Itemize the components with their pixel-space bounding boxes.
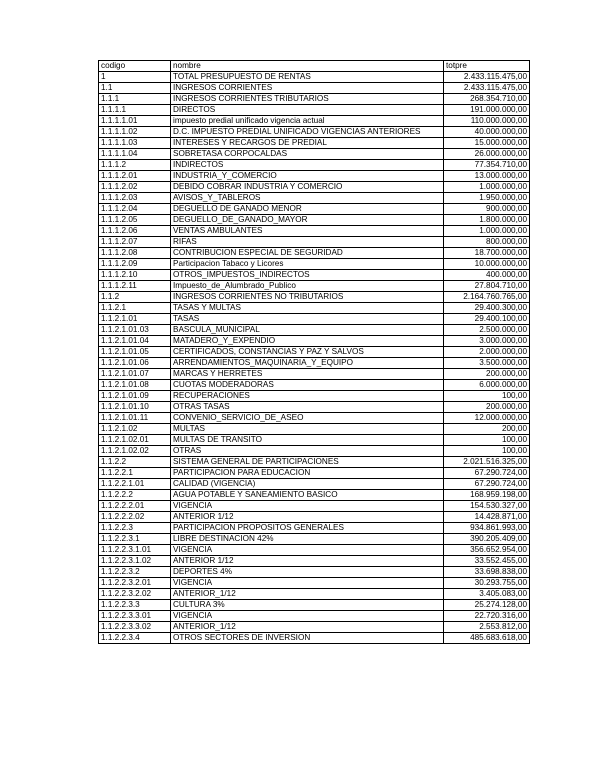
cell-codigo: 1.1.1.2.07: [99, 237, 171, 248]
cell-totpre: 1.800.000,00: [444, 215, 530, 226]
table-row: [99, 501, 530, 512]
cell-nombre: MARCAS Y HERRETES: [171, 369, 444, 380]
cell-nombre: CONVENIO_SERVICIO_DE_ASEO: [171, 413, 444, 424]
cell-totpre: 25.274.128,00: [444, 600, 530, 611]
table-row: [99, 105, 530, 116]
cell-totpre: 3.000.000,00: [444, 336, 530, 347]
cell-totpre: 67.290.724,00: [444, 468, 530, 479]
cell-codigo: 1.1.2.1.01.09: [99, 391, 171, 402]
cell-codigo: 1.1.2.2.1: [99, 468, 171, 479]
table-row: [99, 149, 530, 160]
cell-codigo: 1.1.2.2.3.3.02: [99, 622, 171, 633]
cell-codigo: 1.1.1.2.03: [99, 193, 171, 204]
table-row: [99, 490, 530, 501]
cell-nombre: Participacion Tabaco y Licores: [171, 259, 444, 270]
cell-codigo: 1.1.1.1.03: [99, 138, 171, 149]
cell-totpre: 33.552.455,00: [444, 556, 530, 567]
cell-nombre: ARRENDAMIENTOS_MAQUINARIA_Y_EQUIPO: [171, 358, 444, 369]
table-row: [99, 215, 530, 226]
budget-table-body: [99, 61, 530, 644]
table-row: [99, 534, 530, 545]
table-row: [99, 292, 530, 303]
cell-totpre: 1.000.000,00: [444, 226, 530, 237]
table-row: [99, 633, 530, 644]
cell-totpre: 2.500.000,00: [444, 325, 530, 336]
cell-codigo: 1.1.1.2.08: [99, 248, 171, 259]
cell-nombre: DEGUELLO_DE_GANADO_MAYOR: [171, 215, 444, 226]
cell-nombre: Impuesto_de_Alumbrado_Publico: [171, 281, 444, 292]
cell-nombre: CERTIFICADOS, CONSTANCIAS Y PAZ Y SALVOS: [171, 347, 444, 358]
cell-totpre: 26.000.000,00: [444, 149, 530, 160]
table-row: [99, 589, 530, 600]
cell-nombre: D.C. IMPUESTO PREDIAL UNIFICADO VIGENCIAS ANTERIORES: [171, 127, 444, 138]
table-row: [99, 479, 530, 490]
cell-codigo: 1.1.2.2.3.1.02: [99, 556, 171, 567]
cell-totpre: 67.290.724,00: [444, 479, 530, 490]
cell-nombre: TOTAL PRESUPUESTO DE RENTAS: [171, 72, 444, 83]
cell-totpre: 33.698.838,00: [444, 567, 530, 578]
cell-codigo: 1.1.1.2.10: [99, 270, 171, 281]
table-row: [99, 424, 530, 435]
cell-codigo: 1.1.2.1.02.01: [99, 435, 171, 446]
cell-nombre: DEPORTES 4%: [171, 567, 444, 578]
cell-nombre: DEBIDO COBRAR INDUSTRIA Y COMERCIO: [171, 182, 444, 193]
cell-totpre: 356.652.954,00: [444, 545, 530, 556]
cell-codigo: 1.1.2.2.3.2.01: [99, 578, 171, 589]
cell-totpre: 268.354.710,00: [444, 94, 530, 105]
table-row: [99, 545, 530, 556]
cell-totpre: 100,00: [444, 435, 530, 446]
cell-codigo: 1.1.2.1.01.07: [99, 369, 171, 380]
cell-codigo: 1.1.1.1.04: [99, 149, 171, 160]
cell-codigo: 1.1.2.2.2: [99, 490, 171, 501]
cell-nombre: INGRESOS CORRIENTES TRIBUTARIOS: [171, 94, 444, 105]
cell-nombre: MATADERO_Y_EXPENDIO: [171, 336, 444, 347]
cell-codigo: 1.1.1.2.04: [99, 204, 171, 215]
cell-codigo: 1.1.2.2.1.01: [99, 479, 171, 490]
cell-codigo: 1.1.1.1: [99, 105, 171, 116]
cell-codigo: 1.1.2.2.3: [99, 523, 171, 534]
cell-nombre: DIRECTOS: [171, 105, 444, 116]
cell-totpre: 10.000.000,00: [444, 259, 530, 270]
budget-table: [98, 60, 530, 644]
cell-totpre: 2.433.115.475,00: [444, 72, 530, 83]
table-row: [99, 468, 530, 479]
table-row: [99, 270, 530, 281]
table-row: [99, 435, 530, 446]
cell-totpre: 14.428.871,00: [444, 512, 530, 523]
table-row: [99, 314, 530, 325]
cell-codigo: 1.1.2: [99, 292, 171, 303]
cell-codigo: 1.1.2.2.3.1.01: [99, 545, 171, 556]
table-row: [99, 94, 530, 105]
cell-codigo: 1.1.1.1.01: [99, 116, 171, 127]
cell-codigo: 1.1.2.2.3.3: [99, 600, 171, 611]
cell-totpre: 13.000.000,00: [444, 171, 530, 182]
cell-nombre: OTROS SECTORES DE INVERSION: [171, 633, 444, 644]
table-row: [99, 226, 530, 237]
cell-totpre: 27.804.710,00: [444, 281, 530, 292]
cell-totpre: 900.000,00: [444, 204, 530, 215]
cell-totpre: 2.021.516.325,00: [444, 457, 530, 468]
cell-nombre: INDUSTRIA_Y_COMERCIO: [171, 171, 444, 182]
cell-codigo: 1.1.1.2.09: [99, 259, 171, 270]
cell-codigo: 1.1.2.2.3.4: [99, 633, 171, 644]
table-row: [99, 72, 530, 83]
cell-nombre: VIGENCIA: [171, 545, 444, 556]
cell-nombre: INGRESOS CORRIENTES NO TRIBUTARIOS: [171, 292, 444, 303]
table-row: [99, 171, 530, 182]
header-codigo: codigo: [99, 61, 171, 72]
cell-codigo: 1.1.2.2.3.2: [99, 567, 171, 578]
table-row: [99, 402, 530, 413]
cell-codigo: 1.1.2.1.02: [99, 424, 171, 435]
cell-codigo: 1.1: [99, 83, 171, 94]
cell-totpre: 40.000.000,00: [444, 127, 530, 138]
table-row: [99, 259, 530, 270]
cell-nombre: INDIRECTOS: [171, 160, 444, 171]
cell-codigo: 1.1.1.2.01: [99, 171, 171, 182]
cell-codigo: 1.1.2.1.01.04: [99, 336, 171, 347]
cell-totpre: 15.000.000,00: [444, 138, 530, 149]
cell-totpre: 6.000.000,00: [444, 380, 530, 391]
cell-totpre: 2.433.115.475,00: [444, 83, 530, 94]
table-row: [99, 303, 530, 314]
cell-codigo: 1.1.2.1.01.11: [99, 413, 171, 424]
cell-codigo: 1.1.2.2.3.1: [99, 534, 171, 545]
table-row: [99, 281, 530, 292]
header-nombre: nombre: [171, 61, 444, 72]
cell-totpre: 77.354.710,00: [444, 160, 530, 171]
table-row: [99, 347, 530, 358]
cell-codigo: 1.1.2.1.01: [99, 314, 171, 325]
table-row: [99, 446, 530, 457]
cell-codigo: 1.1.1.2.05: [99, 215, 171, 226]
cell-nombre: OTROS_IMPUESTOS_INDIRECTOS: [171, 270, 444, 281]
table-row: [99, 237, 530, 248]
cell-nombre: MULTAS DE TRANSITO: [171, 435, 444, 446]
cell-totpre: 18.700.000,00: [444, 248, 530, 259]
cell-nombre: AGUA POTABLE Y SANEAMIENTO BASICO: [171, 490, 444, 501]
table-row: [99, 204, 530, 215]
cell-codigo: 1.1.1: [99, 94, 171, 105]
cell-totpre: 200,00: [444, 424, 530, 435]
table-row: [99, 523, 530, 534]
cell-nombre: VIGENCIA: [171, 611, 444, 622]
cell-totpre: 800.000,00: [444, 237, 530, 248]
cell-codigo: 1.1.2.2.2.01: [99, 501, 171, 512]
table-row: [99, 600, 530, 611]
table-row: [99, 138, 530, 149]
cell-totpre: 29.400.100,00: [444, 314, 530, 325]
table-row: [99, 193, 530, 204]
cell-totpre: 110.000.000,00: [444, 116, 530, 127]
cell-nombre: MULTAS: [171, 424, 444, 435]
cell-nombre: SISTEMA GENERAL DE PARTICIPACIONES: [171, 457, 444, 468]
cell-totpre: 2.164.760.765,00: [444, 292, 530, 303]
cell-totpre: 100,00: [444, 391, 530, 402]
cell-codigo: 1.1.2.2.3.3.01: [99, 611, 171, 622]
cell-codigo: 1.1.2.1.01.08: [99, 380, 171, 391]
cell-codigo: 1.1.2.1.02.02: [99, 446, 171, 457]
cell-nombre: ANTERIOR 1/12: [171, 556, 444, 567]
cell-nombre: VIGENCIA: [171, 578, 444, 589]
table-row: [99, 567, 530, 578]
table-row: [99, 512, 530, 523]
cell-totpre: 12.000.000,00: [444, 413, 530, 424]
cell-nombre: ANTERIOR_1/12: [171, 589, 444, 600]
cell-codigo: 1.1.1.2.02: [99, 182, 171, 193]
cell-codigo: 1.1.2.1.01.06: [99, 358, 171, 369]
cell-nombre: BASCULA_MUNICIPAL: [171, 325, 444, 336]
cell-totpre: 390.205.409,00: [444, 534, 530, 545]
cell-totpre: 200.000,00: [444, 402, 530, 413]
cell-nombre: VIGENCIA: [171, 501, 444, 512]
cell-totpre: 29.400.300,00: [444, 303, 530, 314]
cell-nombre: ANTERIOR 1/12: [171, 512, 444, 523]
cell-nombre: INGRESOS CORRIENTES: [171, 83, 444, 94]
cell-totpre: 22.720.316,00: [444, 611, 530, 622]
cell-nombre: DEGUELLO DE GANADO MENOR: [171, 204, 444, 215]
cell-totpre: 200.000,00: [444, 369, 530, 380]
cell-totpre: 191.000.000,00: [444, 105, 530, 116]
cell-codigo: 1.1.1.2: [99, 160, 171, 171]
table-row: [99, 160, 530, 171]
cell-codigo: 1.1.2.1: [99, 303, 171, 314]
cell-nombre: ANTERIOR_1/12: [171, 622, 444, 633]
table-row: [99, 622, 530, 633]
cell-totpre: 154.530.327,00: [444, 501, 530, 512]
cell-codigo: 1.1.2.1.01.03: [99, 325, 171, 336]
table-row: [99, 325, 530, 336]
cell-codigo: 1.1.2.2: [99, 457, 171, 468]
cell-codigo: 1: [99, 72, 171, 83]
table-row: [99, 413, 530, 424]
cell-codigo: 1.1.2.1.01.05: [99, 347, 171, 358]
table-row: [99, 248, 530, 259]
cell-nombre: INTERESES Y RECARGOS DE PREDIAL: [171, 138, 444, 149]
cell-totpre: 485.683.618,00: [444, 633, 530, 644]
cell-codigo: 1.1.1.2.11: [99, 281, 171, 292]
cell-nombre: AVISOS_Y_TABLEROS: [171, 193, 444, 204]
cell-nombre: SOBRETASA CORPOCALDAS: [171, 149, 444, 160]
table-row: [99, 380, 530, 391]
cell-nombre: LIBRE DESTINACION 42%: [171, 534, 444, 545]
cell-nombre: VENTAS AMBULANTES: [171, 226, 444, 237]
cell-totpre: 1.000.000,00: [444, 182, 530, 193]
cell-nombre: CONTRIBUCION ESPECIAL DE SEGURIDAD: [171, 248, 444, 259]
table-row: [99, 358, 530, 369]
cell-totpre: 1.950.000,00: [444, 193, 530, 204]
cell-totpre: 400.000,00: [444, 270, 530, 281]
table-row: [99, 83, 530, 94]
table-row: [99, 391, 530, 402]
cell-totpre: 3.500.000,00: [444, 358, 530, 369]
table-row: [99, 578, 530, 589]
cell-nombre: CULTURA 3%: [171, 600, 444, 611]
cell-nombre: OTRAS: [171, 446, 444, 457]
cell-nombre: CALIDAD (VIGENCIA): [171, 479, 444, 490]
table-row: [99, 116, 530, 127]
table-row: [99, 611, 530, 622]
table-row: [99, 127, 530, 138]
cell-nombre: OTRAS TASAS: [171, 402, 444, 413]
cell-codigo: 1.1.1.1.02: [99, 127, 171, 138]
cell-totpre: 2.000.000,00: [444, 347, 530, 358]
cell-nombre: PARTICIPACION PARA EDUCACION: [171, 468, 444, 479]
cell-nombre: TASAS Y MULTAS: [171, 303, 444, 314]
cell-nombre: CUOTAS MODERADORAS: [171, 380, 444, 391]
table-row: [99, 336, 530, 347]
cell-nombre: impuesto predial unificado vigencia actual: [171, 116, 444, 127]
cell-totpre: 168.959.198,00: [444, 490, 530, 501]
cell-nombre: RIFAS: [171, 237, 444, 248]
cell-nombre: TASAS: [171, 314, 444, 325]
cell-nombre: PARTICIPACION PROPOSITOS GENERALES: [171, 523, 444, 534]
cell-totpre: 100,00: [444, 446, 530, 457]
table-row: [99, 182, 530, 193]
table-row: [99, 369, 530, 380]
cell-totpre: 30.293.755,00: [444, 578, 530, 589]
cell-codigo: 1.1.2.2.2.02: [99, 512, 171, 523]
cell-codigo: 1.1.1.2.06: [99, 226, 171, 237]
header-totpre: totpre: [444, 61, 530, 72]
table-row: [99, 457, 530, 468]
cell-codigo: 1.1.2.2.3.2.02: [99, 589, 171, 600]
cell-totpre: 2.553.812,00: [444, 622, 530, 633]
cell-nombre: RECUPERACIONES: [171, 391, 444, 402]
cell-totpre: 3.405.083,00: [444, 589, 530, 600]
cell-codigo: 1.1.2.1.01.10: [99, 402, 171, 413]
table-row: [99, 556, 530, 567]
header-row: [99, 61, 530, 72]
cell-totpre: 934.861.993,00: [444, 523, 530, 534]
